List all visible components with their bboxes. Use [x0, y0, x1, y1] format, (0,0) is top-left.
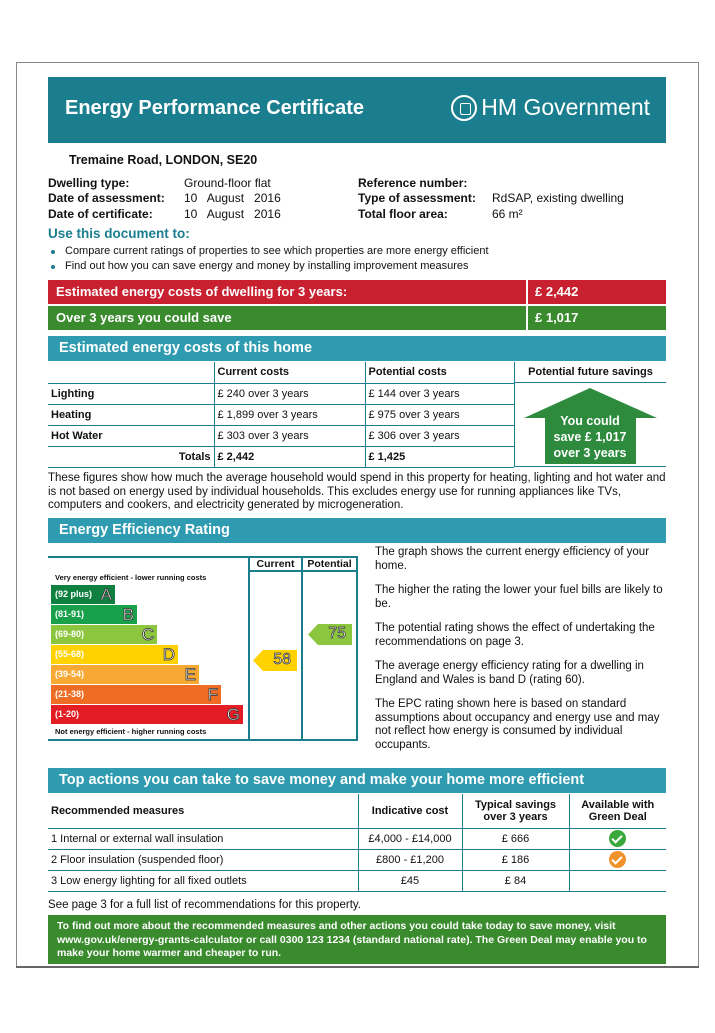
estimated-costs-label: Estimated energy costs of dwelling for 3 years:	[56, 284, 348, 299]
table-header: Current costs	[214, 362, 365, 383]
use-document-heading: Use this document to:	[48, 226, 190, 241]
band-letter: F	[207, 685, 218, 704]
potential-cost: £ 975 over 3 years	[365, 404, 514, 425]
band-letter: B	[122, 605, 134, 624]
potential-savings-label: Over 3 years you could save	[56, 310, 232, 325]
totals-label: Totals	[48, 446, 214, 467]
potential-cost: £ 144 over 3 years	[365, 383, 514, 404]
government-name: HM Government	[481, 94, 650, 120]
table-header: Indicative cost	[358, 794, 462, 828]
page-border	[698, 62, 699, 967]
total-current: £ 2,442	[214, 446, 365, 467]
measure-cost: £800 - £1,200	[358, 849, 462, 870]
estimated-costs-value: £ 2,442	[535, 284, 579, 299]
totals-row	[48, 446, 514, 467]
government-logo	[451, 94, 650, 121]
green-deal-cell	[569, 828, 666, 849]
current-cost: £ 240 over 3 years	[214, 383, 365, 404]
energy-efficiency-heading	[48, 518, 666, 543]
reference-label: Reference number:	[358, 176, 468, 190]
explanation-paragraph: The EPC rating shown here is based on standard assumptions about occupancy and energy use and may not reflect how energy is consumed by individual occupants.	[375, 698, 660, 751]
cost-row-label: Heating	[48, 404, 214, 425]
table-header: Typical savings over 3 years	[462, 794, 569, 828]
list-item: Find out how you can save energy and money by installing improvement measures	[48, 260, 489, 275]
page-border	[16, 62, 699, 63]
floor-area-value: 66 m²	[492, 207, 523, 221]
recommendations-table	[48, 794, 666, 892]
potential-savings-value: £ 1,017	[535, 310, 579, 325]
band-range: (55-68)	[55, 649, 85, 659]
rating-band-b	[51, 605, 137, 624]
measure-cost: £45	[358, 870, 462, 891]
current-cost: £ 1,899 over 3 years	[214, 404, 365, 425]
band-range: (81-91)	[55, 609, 85, 619]
page-border	[16, 62, 17, 967]
divider	[526, 306, 528, 330]
energy-costs-heading	[48, 336, 666, 361]
rating-band-g	[51, 705, 243, 724]
current-rating-value: 58	[273, 651, 291, 668]
table-header	[48, 362, 214, 383]
potential-column	[301, 556, 358, 741]
efficient-note: Very energy efficient - lower running costs	[55, 573, 207, 582]
savings-line: save £ 1,017	[553, 430, 627, 444]
table-row	[48, 849, 666, 870]
explanation-paragraph: The graph shows the current energy efficiency of your home.	[375, 546, 650, 572]
table-row	[48, 870, 666, 891]
potential-savings-bar	[48, 306, 666, 330]
table-row	[48, 383, 514, 404]
future-savings-header: Potential future savings	[514, 362, 666, 383]
costs-note: These figures show how much the average household would spend in this property for heating, lighting and hot water and is not based on energy used by individual households. This excludes energy use for running appliances like TVs, computers and cookers, and electricity generated by microgeneration.	[48, 472, 666, 511]
floor-area-label: Total floor area:	[358, 207, 448, 221]
measure-savings: £ 666	[462, 828, 569, 849]
savings-callout	[540, 413, 640, 461]
cost-row-label: Hot Water	[48, 425, 214, 446]
rating-band-a	[51, 585, 115, 604]
section-title: Energy Efficiency Rating	[59, 522, 230, 538]
total-potential: £ 1,425	[365, 446, 514, 467]
estimated-costs-bar	[48, 280, 666, 304]
measure-savings: £ 84	[462, 870, 569, 891]
measure-name: 1 Internal or external wall insulation	[48, 828, 358, 849]
explanation-paragraph: The average energy efficiency rating for a dwelling in England and Wales is band D (rating 60).	[375, 660, 644, 686]
band-letter: D	[162, 645, 175, 664]
band-range: (21-38)	[55, 689, 85, 699]
certificate-title: Energy Performance Certificate	[65, 97, 365, 119]
date-assessment-value: 10 August 2016	[184, 191, 281, 205]
section-title: Top actions you can take to save money and make your home more efficient	[59, 772, 585, 788]
potential-column-header: Potential	[303, 557, 356, 572]
table-header-row	[48, 362, 514, 383]
table-header-row	[48, 794, 666, 828]
green-tick-icon	[609, 830, 626, 847]
section-title: Estimated energy costs of this home	[59, 340, 313, 356]
explanation-paragraph: The potential rating shows the effect of undertaking the recommendations on page 3.	[375, 622, 655, 648]
savings-line: over 3 years	[553, 446, 627, 460]
divider	[526, 280, 528, 304]
savings-line: You could	[560, 414, 620, 428]
orange-tick-icon	[609, 851, 626, 868]
band-range: (69-80)	[55, 629, 85, 639]
measure-cost: £4,000 - £14,000	[358, 828, 462, 849]
band-range: (92 plus)	[55, 589, 93, 599]
band-letter: E	[184, 665, 196, 684]
certificate-header	[48, 77, 666, 143]
rating-band-c	[51, 625, 157, 644]
use-document-list	[48, 245, 489, 275]
explanation-paragraph: The higher the rating the lower your fuel bills are likely to be.	[375, 584, 663, 610]
green-deal-info: To find out more about the recommended measures and other actions you could take today to save money, visit www.gov.uk/energy-grants-calculator or call 0300 123 1234 (standard national rate). The Green Deal may enable you to make your home warmer and cheaper to run.	[48, 915, 666, 964]
potential-rating-value: 75	[328, 625, 346, 642]
inefficient-note: Not energy efficient - higher running costs	[55, 727, 207, 736]
rating-band-d	[51, 645, 178, 664]
green-deal-cell	[569, 870, 666, 891]
rating-explanation	[375, 546, 667, 763]
top-actions-heading	[48, 768, 666, 793]
date-assessment-label: Date of assessment:	[48, 191, 165, 205]
table-header: Recommended measures	[48, 794, 358, 828]
table-header: Available with Green Deal	[569, 794, 666, 828]
table-row	[48, 425, 514, 446]
type-assessment-value: RdSAP, existing dwelling	[492, 191, 624, 205]
date-certificate-value: 10 August 2016	[184, 207, 281, 221]
band-letter: G	[226, 705, 240, 724]
page-border	[16, 966, 699, 968]
dwelling-type-label: Dwelling type:	[48, 176, 130, 190]
current-cost: £ 303 over 3 years	[214, 425, 365, 446]
date-certificate-label: Date of certificate:	[48, 207, 153, 221]
type-assessment-label: Type of assessment:	[358, 191, 476, 205]
energy-costs-table	[48, 362, 514, 468]
measure-savings: £ 186	[462, 849, 569, 870]
table-header: Potential costs	[365, 362, 514, 383]
rating-band-e	[51, 665, 199, 684]
band-letter: C	[141, 625, 154, 644]
band-range: (1-20)	[55, 709, 80, 719]
dwelling-type-value: Ground-floor flat	[184, 176, 271, 190]
potential-cost: £ 306 over 3 years	[365, 425, 514, 446]
current-column	[248, 556, 303, 741]
cost-row-label: Lighting	[48, 383, 214, 404]
royal-crest-icon	[451, 95, 477, 121]
measure-name: 2 Floor insulation (suspended floor)	[48, 849, 358, 870]
table-row	[48, 404, 514, 425]
rating-band-f	[51, 685, 221, 704]
rating-graph-bottom-border	[48, 739, 248, 741]
measure-name: 3 Low energy lighting for all fixed outlets	[48, 870, 358, 891]
table-row	[48, 828, 666, 849]
band-letter: A	[100, 585, 112, 604]
band-range: (39-54)	[55, 669, 85, 679]
potential-rating-arrow	[308, 624, 352, 645]
current-rating-arrow	[253, 650, 297, 671]
see-page-note: See page 3 for a full list of recommendations for this property.	[48, 899, 361, 911]
list-item: Compare current ratings of properties to see which properties are more energy efficient	[48, 245, 489, 260]
current-column-header: Current	[250, 557, 301, 572]
green-deal-cell	[569, 849, 666, 870]
property-address: Tremaine Road, LONDON, SE20	[69, 153, 258, 167]
